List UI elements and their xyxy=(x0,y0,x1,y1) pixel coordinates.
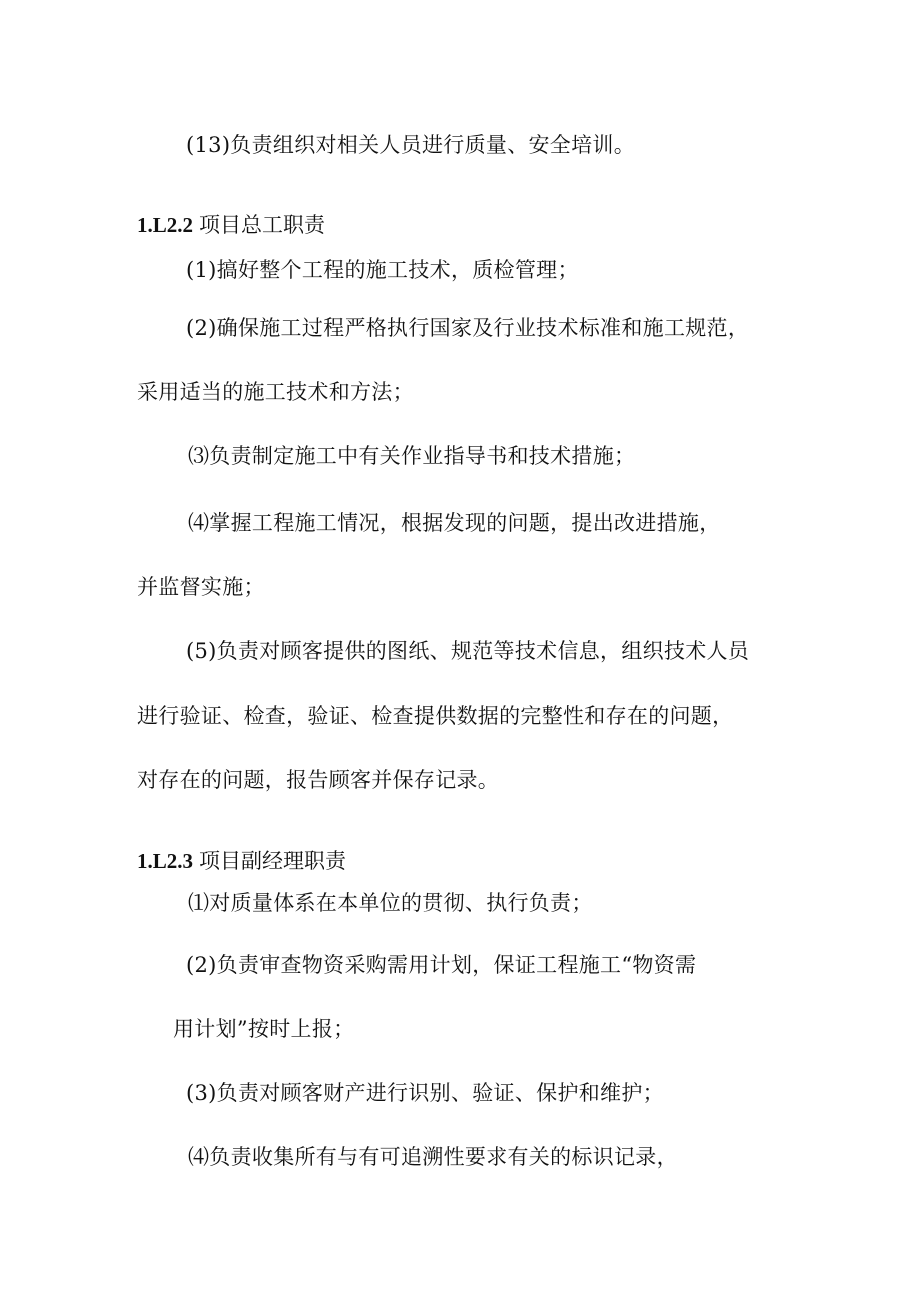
paragraph-line: (3)负责对顾客财产进行识别、验证、保护和维护； xyxy=(186,1081,664,1105)
section-heading xyxy=(137,210,325,240)
paragraph-line: (2)负责审查物资采购需用计划，保证工程施工“物资需 xyxy=(186,953,697,977)
paragraph-line: (1)搞好整个工程的施工技术，质检管理； xyxy=(186,258,579,282)
paragraph-line: ⑷负责收集所有与有可追溯性要求有关的标识记录， xyxy=(188,1145,678,1169)
paragraph-line: 并监督实施； xyxy=(137,575,265,599)
paragraph-line: ⑶负责制定施工中有关作业指导书和技术措施； xyxy=(188,444,636,468)
paragraph-line: 进行验证、检查，验证、检查提供数据的完整性和存在的问题， xyxy=(137,704,734,728)
paragraph-line: 采用适当的施工技术和方法； xyxy=(137,380,414,404)
section-number: 1.L2.3 xyxy=(137,849,194,873)
paragraph-line: 对存在的问题，报告顾客并保存记录。 xyxy=(137,768,500,792)
section-number: 1.L2.2 xyxy=(137,213,194,237)
paragraph-line: ⑷掌握工程施工情况，根据发现的问题，提出改进措施， xyxy=(188,511,721,535)
paragraph-line: (5)负责对顾客提供的图纸、规范等技术信息，组织技术人员 xyxy=(186,639,750,663)
section-title: 项目副经理职责 xyxy=(199,849,347,873)
paragraph-line: (13)负责组织对相关人员进行质量、安全培训。 xyxy=(186,133,636,157)
paragraph-line: ⑴对质量体系在本单位的贯彻、执行负责； xyxy=(188,891,593,915)
paragraph-line: (2)确保施工过程严格执行国家及行业技术标准和施工规范， xyxy=(186,316,750,340)
paragraph-line: 用计划”按时上报； xyxy=(173,1017,355,1041)
section-title: 项目总工职责 xyxy=(199,213,326,237)
section-heading xyxy=(137,846,346,876)
